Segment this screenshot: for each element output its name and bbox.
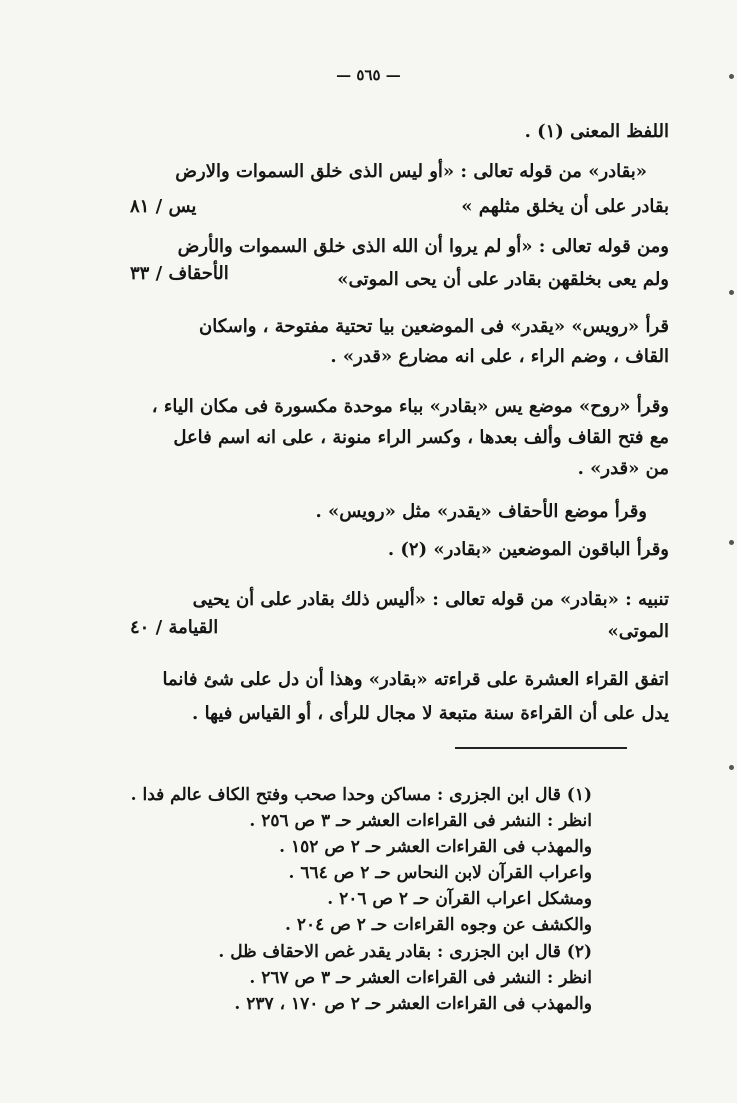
footnote-line: والكشف عن وجوه القراءات حـ ٢ ص ٢٠٤ . [285, 915, 592, 935]
footnote-line: ومشكل اعراب القرآن حـ ٢ ص ٢٠٦ . [327, 889, 592, 909]
body-line: القاف ، وضم الراء ، على انه مضارع «قدر» . [330, 346, 669, 367]
footnote-line: والمهذب فى القراءات العشر حـ ٢ ص ١٧٠ ، ٢٣٧ . [234, 994, 592, 1014]
body-line: تنبيه : «بقادر» من قوله تعالى : «أليس ذلك بقادر على أن يحيى [192, 589, 669, 610]
scan-speck [729, 765, 734, 770]
body-line: الموتى» [607, 621, 669, 642]
footnote-line: انظر : النشر فى القراءات العشر حـ ٣ ص ٢٥٦ . [249, 811, 592, 831]
footnote-line: واعراب القرآن لابن النحاس حـ ٢ ص ٦٦٤ . [288, 863, 592, 883]
body-line: اتفق القراء العشرة على قراءته «بقادر» وهذا أن دل على شئ فانما [162, 669, 669, 690]
footnote-line: (١) قال ابن الجزرى : مساكن وحدا صحب وفتح الكاف عالم فدا . [130, 785, 592, 805]
verse-reference: الأحقاف / ٣٣ [130, 263, 229, 284]
body-line: من «قدر» . [577, 458, 669, 479]
body-line: ومن قوله تعالى : «أو لم يروا أن الله الذى خلق السموات والأرض [177, 236, 669, 257]
body-line: وقرأ الباقون الموضعين «بقادر» (٢) . [387, 539, 669, 560]
footnote-line: (٢) قال ابن الجزرى : بقادر يقدر غص الاحقاف ظل . [218, 942, 592, 962]
verse-reference: يس / ٨١ [130, 196, 197, 217]
body-line: ولم يعى بخلقهن بقادر على أن يحى الموتى» [337, 269, 669, 290]
body-line: وقرأ موضع الأحقاف «يقدر» مثل «رويس» . [315, 501, 647, 522]
body-line: قرأ «رويس» «يقدر» فى الموضعين بيا تحتية مفتوحة ، واسكان [199, 316, 669, 337]
footnote-line: انظر : النشر فى القراءات العشر حـ ٣ ص ٢٦٧ . [249, 968, 592, 988]
verse-reference: القيامة / ٤٠ [130, 617, 219, 638]
scan-speck [729, 74, 734, 79]
scan-speck [729, 290, 734, 295]
body-line: بقادر على أن يخلق مثلهم » [461, 196, 669, 217]
body-line: مع فتح القاف وألف بعدها ، وكسر الراء منونة ، على انه اسم فاعل [173, 427, 669, 448]
footnote-line: والمهذب فى القراءات العشر حـ ٢ ص ١٥٢ . [279, 837, 592, 857]
body-line: وقرأ «روح» موضع يس «بقادر» بباء موحدة مكسورة فى مكان الياء ، [151, 396, 669, 417]
body-line: «بقادر» من قوله تعالى : «أو ليس الذى خلق السموات والارض [175, 161, 647, 182]
body-line: يدل على أن القراءة سنة متبعة لا مجال للرأى ، أو القياس فيها . [192, 703, 669, 724]
footnote-separator [455, 747, 627, 749]
page-number: — ٥٦٥ — [336, 66, 401, 84]
body-line: اللفظ المعنى (١) . [524, 121, 669, 142]
scan-speck [729, 540, 734, 545]
